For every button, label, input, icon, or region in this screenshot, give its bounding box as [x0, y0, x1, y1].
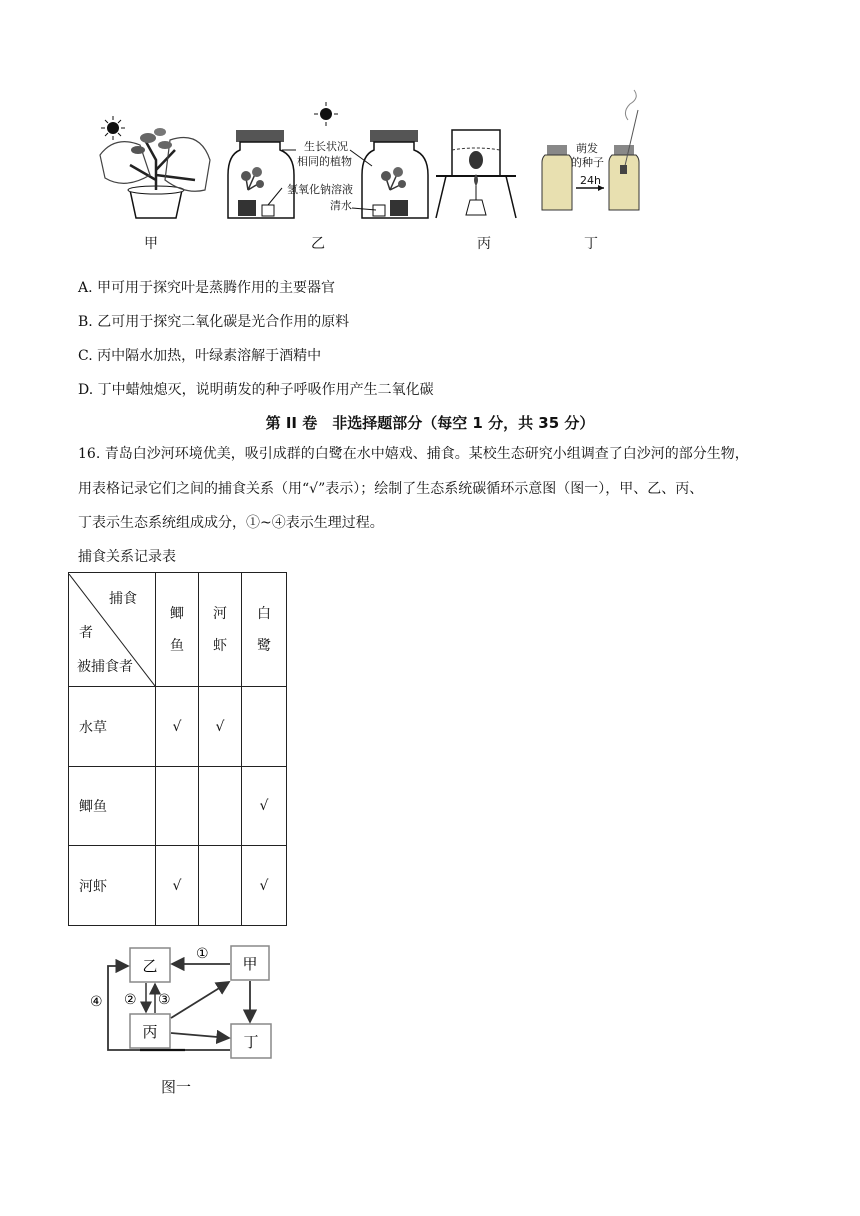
section-title: 第 II 卷 非选择题部分（每空 1 分，共 35 分） — [265, 414, 595, 432]
row-label: 鲫鱼 — [69, 767, 156, 846]
option-c: C. 丙中隔水加热，叶绿素溶解于酒精中 — [78, 348, 322, 364]
yi-note-plants: 相同的植物 — [297, 155, 352, 168]
q16-line2: 用表格记录它们之间的捕食关系（用“√”表示）；绘制了生态系统碳循环示意图（图一），甲、乙、丙、 — [78, 481, 704, 497]
col2-char-b: 虾 — [213, 637, 227, 654]
figure-yi-label: 乙 — [311, 236, 325, 252]
col-header-shrimp — [199, 573, 242, 687]
figure-jia-label: 甲 — [144, 236, 158, 252]
figure-bing-label: 丙 — [477, 236, 491, 252]
header-predator-b: 者 — [79, 624, 93, 641]
col-header-egret — [242, 573, 287, 687]
option-b: B. 乙可用于探究二氧化碳是光合作用的原料 — [78, 314, 350, 330]
table-row — [69, 846, 287, 926]
process-1: ① — [196, 946, 209, 962]
predation-table — [68, 572, 287, 926]
node-bing: 丙 — [142, 1023, 158, 1041]
process-4: ④ — [90, 994, 103, 1010]
arrow-bing-to-ding — [171, 1033, 229, 1038]
col1-char-a: 鲫 — [170, 605, 184, 622]
node-jia: 甲 — [242, 955, 258, 973]
process-3: ③ — [158, 992, 171, 1008]
experiment-figures — [0, 0, 860, 230]
col3-char-a: 白 — [257, 605, 271, 622]
col2-char-a: 河 — [213, 605, 227, 622]
ding-note-24h: 24h — [580, 174, 601, 187]
figure-jia-illustration — [100, 116, 210, 218]
table-cell: √ — [242, 846, 287, 926]
node-yi: 乙 — [142, 957, 158, 975]
header-prey: 被捕食者 — [77, 658, 133, 675]
col3-char-b: 鹭 — [257, 637, 271, 654]
table-cell: √ — [156, 687, 199, 767]
figure-ding-label: 丁 — [584, 236, 598, 252]
q16-line1: 16. 青岛白沙河环境优美，吸引成群的白鹭在水中嬉戏、捕食。某校生态研究小组调查了白沙河的部分生物， — [78, 446, 749, 462]
table-cell: √ — [199, 687, 242, 767]
node-ding: 丁 — [243, 1033, 259, 1051]
table-row — [69, 767, 287, 846]
option-d: D. 丁中蜡烛熄灭，说明萌发的种子呼吸作用产生二氧化碳 — [78, 382, 434, 398]
option-a: A. 甲可用于探究叶是蒸腾作用的主要器官 — [78, 280, 336, 296]
yi-note-water: 清水 — [330, 199, 352, 212]
row-label: 河虾 — [69, 846, 156, 926]
col1-char-b: 鱼 — [170, 637, 184, 654]
process-2: ② — [124, 992, 137, 1008]
diagram-caption: 图一 — [161, 1078, 192, 1096]
table-cell: √ — [242, 767, 287, 846]
ding-note-seeds: 的种子 — [571, 156, 604, 169]
figure-bing-illustration — [436, 130, 516, 218]
table-cell — [199, 846, 242, 926]
table-caption: 捕食关系记录表 — [78, 549, 176, 565]
yi-note-naoh: 氢氧化钠溶液 — [287, 183, 353, 196]
row-label: 水草 — [69, 687, 156, 767]
header-predator-a: 捕食 — [109, 590, 137, 607]
table-row — [69, 687, 287, 767]
table-cell — [156, 767, 199, 846]
yi-note-growth: 生长状况 — [304, 140, 348, 153]
table-cell — [242, 687, 287, 767]
q16-line3: 丁表示生态系统组成成分，①~④表示生理过程。 — [78, 515, 384, 531]
col-header-crucian — [156, 573, 199, 687]
table-corner-header — [69, 573, 156, 687]
table-cell: √ — [156, 846, 199, 926]
arrow-bing-to-jia — [171, 982, 229, 1018]
carbon-cycle-diagram — [80, 938, 280, 1060]
ding-note-germinating: 萌发 — [576, 142, 598, 155]
table-cell — [199, 767, 242, 846]
